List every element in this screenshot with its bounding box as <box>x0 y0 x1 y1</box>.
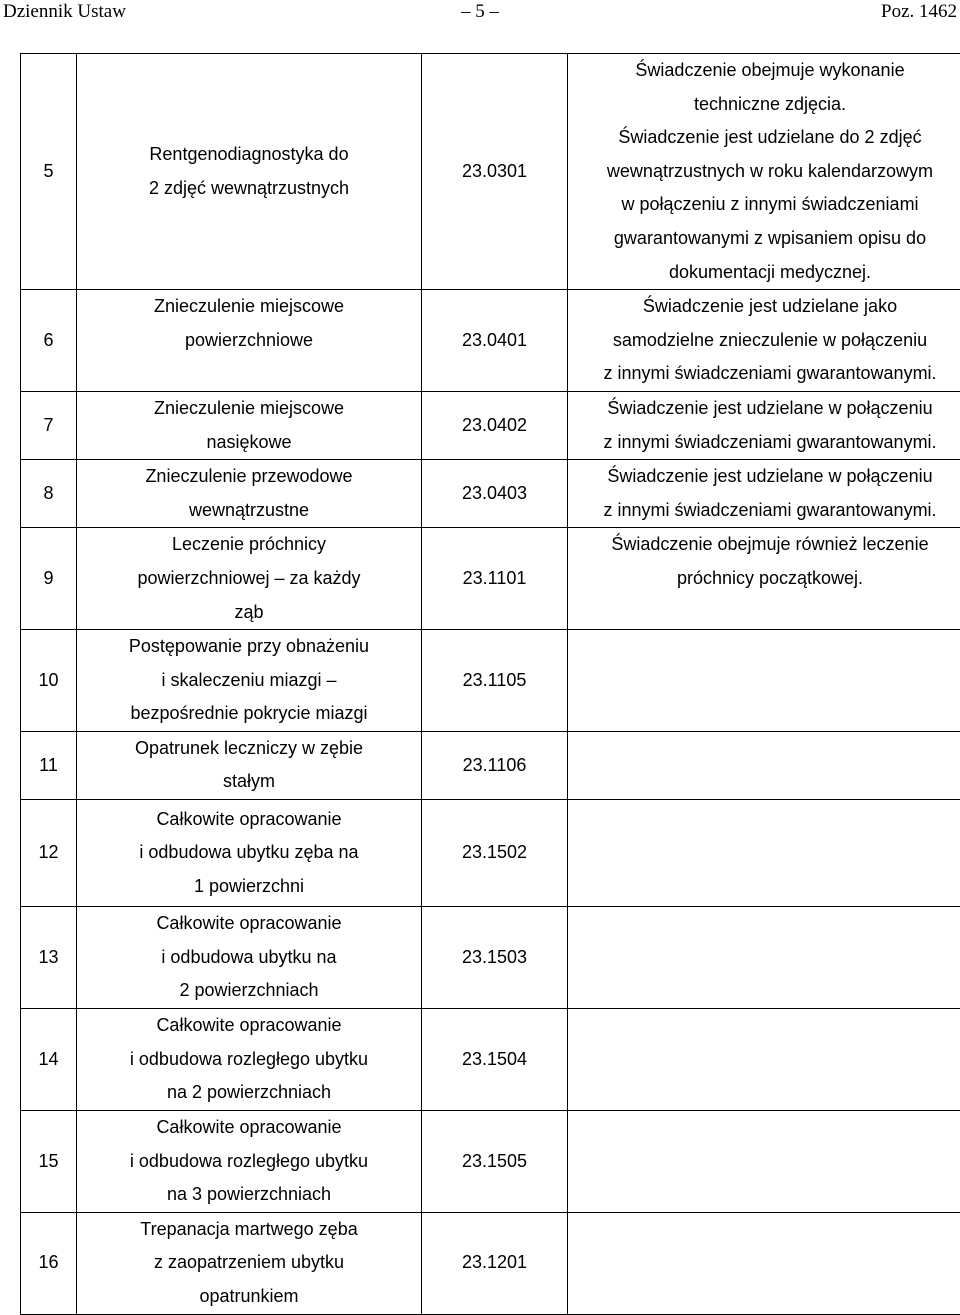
service-code: 23.1502 <box>422 800 568 907</box>
service-name-cell <box>77 54 422 290</box>
row-number: 7 <box>21 391 77 459</box>
service-notes-cell <box>568 630 960 732</box>
service-name-line: Znieczulenie miejscowe <box>80 392 418 426</box>
service-name-line: wewnątrzustne <box>80 494 418 528</box>
service-name-cell <box>77 907 422 1009</box>
service-code: 23.0301 <box>422 54 568 290</box>
service-name-line: Całkowite opracowanie <box>80 803 418 837</box>
service-name-line: z zaopatrzeniem ubytku <box>80 1246 418 1280</box>
service-note-line: wewnątrzustnych w roku kalendarzowym <box>571 155 960 189</box>
services-table <box>20 53 960 1315</box>
service-note-line: z innymi świadczeniami gwarantowanymi. <box>571 357 960 391</box>
service-notes-cell <box>568 1212 960 1314</box>
service-code: 23.1201 <box>422 1212 568 1314</box>
service-name-line: i skaleczeniu miazgi – <box>80 664 418 698</box>
service-code: 23.1101 <box>422 528 568 630</box>
service-notes-cell <box>568 54 960 290</box>
table-row <box>21 54 960 290</box>
service-name-line: Leczenie próchnicy <box>80 528 418 562</box>
service-note-line: gwarantowanymi z wpisaniem opisu do <box>571 222 960 256</box>
service-name-line: ząb <box>80 596 418 630</box>
service-name-cell <box>77 800 422 907</box>
service-note-line: Świadczenie obejmuje wykonanie <box>571 54 960 88</box>
service-code: 23.1106 <box>422 731 568 799</box>
service-name-cell <box>77 528 422 630</box>
service-notes-cell <box>568 460 960 528</box>
service-notes-cell <box>568 800 960 907</box>
row-number: 5 <box>21 54 77 290</box>
service-name-line: powierzchniowej – za każdy <box>80 562 418 596</box>
page-header <box>0 0 960 26</box>
service-notes-cell <box>568 1110 960 1212</box>
service-notes-cell <box>568 528 960 630</box>
service-name-cell <box>77 1212 422 1314</box>
service-name-line: powierzchniowe <box>80 324 418 358</box>
service-name-cell <box>77 460 422 528</box>
service-code: 23.0403 <box>422 460 568 528</box>
service-name-line: 1 powierzchni <box>80 870 418 904</box>
service-note-line: z innymi świadczeniami gwarantowanymi. <box>571 426 960 460</box>
service-code: 23.0401 <box>422 290 568 392</box>
row-number: 11 <box>21 731 77 799</box>
service-name-line: na 3 powierzchniach <box>80 1178 418 1212</box>
service-name-line: Znieczulenie przewodowe <box>80 460 418 494</box>
service-name-line: Znieczulenie miejscowe <box>80 290 418 324</box>
service-note-line: z innymi świadczeniami gwarantowanymi. <box>571 494 960 528</box>
service-note-line: Świadczenie jest udzielane w połączeniu <box>571 392 960 426</box>
service-name-cell <box>77 630 422 732</box>
journal-title: Dziennik Ustaw <box>3 1 126 23</box>
table-row <box>21 528 960 630</box>
service-name-cell <box>77 1110 422 1212</box>
row-number: 8 <box>21 460 77 528</box>
service-note-line: Świadczenie jest udzielane jako <box>571 290 960 324</box>
row-number: 16 <box>21 1212 77 1314</box>
service-name-line: Całkowite opracowanie <box>80 1009 418 1043</box>
service-name-line: bezpośrednie pokrycie miazgi <box>80 697 418 731</box>
service-note-line: w połączeniu z innymi świadczeniami <box>571 188 960 222</box>
service-notes-cell <box>568 290 960 392</box>
service-name-line: Rentgenodiagnostyka do <box>80 138 418 172</box>
service-name-line: Opatrunek leczniczy w zębie <box>80 732 418 766</box>
service-notes-cell <box>568 1008 960 1110</box>
service-name-line: na 2 powierzchniach <box>80 1076 418 1110</box>
service-code: 23.1503 <box>422 907 568 1009</box>
service-note-line: próchnicy początkowej. <box>571 562 960 596</box>
service-name-line: i odbudowa rozległego ubytku <box>80 1043 418 1077</box>
service-notes-cell <box>568 391 960 459</box>
service-code: 23.1105 <box>422 630 568 732</box>
row-number: 13 <box>21 907 77 1009</box>
services-table-body <box>21 54 960 1315</box>
service-code: 23.1504 <box>422 1008 568 1110</box>
service-note-line: samodzielne znieczulenie w połączeniu <box>571 324 960 358</box>
row-number: 15 <box>21 1110 77 1212</box>
service-name-line <box>80 357 418 391</box>
service-name-line: i odbudowa ubytku zęba na <box>80 836 418 870</box>
page-number: – 5 – <box>0 1 960 23</box>
service-name-line: Trepanacja martwego zęba <box>80 1213 418 1247</box>
row-number: 12 <box>21 800 77 907</box>
service-code: 23.1505 <box>422 1110 568 1212</box>
service-name-line: opatrunkiem <box>80 1280 418 1314</box>
service-name-line: Postępowanie przy obnażeniu <box>80 630 418 664</box>
table-row <box>21 391 960 459</box>
service-name-cell <box>77 391 422 459</box>
service-name-cell <box>77 290 422 392</box>
row-number: 9 <box>21 528 77 630</box>
table-row <box>21 1008 960 1110</box>
service-name-cell <box>77 731 422 799</box>
table-row <box>21 630 960 732</box>
table-row <box>21 1212 960 1314</box>
service-name-line: Całkowite opracowanie <box>80 907 418 941</box>
service-notes-cell <box>568 731 960 799</box>
service-name-line: 2 zdjęć wewnątrzustnych <box>80 172 418 206</box>
table-row <box>21 290 960 392</box>
service-note-line <box>571 596 960 630</box>
service-name-line: nasiękowe <box>80 426 418 460</box>
table-row <box>21 1110 960 1212</box>
service-name-line: Całkowite opracowanie <box>80 1111 418 1145</box>
position-number: Poz. 1462 <box>881 1 957 23</box>
service-name-line: stałym <box>80 765 418 799</box>
service-notes-cell <box>568 907 960 1009</box>
table-row <box>21 460 960 528</box>
row-number: 14 <box>21 1008 77 1110</box>
row-number: 10 <box>21 630 77 732</box>
service-code: 23.0402 <box>422 391 568 459</box>
table-row <box>21 731 960 799</box>
table-row <box>21 800 960 907</box>
table-row <box>21 907 960 1009</box>
service-note-line: techniczne zdjęcia. <box>571 88 960 122</box>
service-note-line: Świadczenie jest udzielane w połączeniu <box>571 460 960 494</box>
service-note-line: Świadczenie jest udzielane do 2 zdjęć <box>571 121 960 155</box>
row-number: 6 <box>21 290 77 392</box>
service-note-line: Świadczenie obejmuje również leczenie <box>571 528 960 562</box>
service-name-cell <box>77 1008 422 1110</box>
service-note-line: dokumentacji medycznej. <box>571 256 960 290</box>
service-name-line: 2 powierzchniach <box>80 974 418 1008</box>
service-name-line: i odbudowa ubytku na <box>80 941 418 975</box>
service-name-line: i odbudowa rozległego ubytku <box>80 1145 418 1179</box>
